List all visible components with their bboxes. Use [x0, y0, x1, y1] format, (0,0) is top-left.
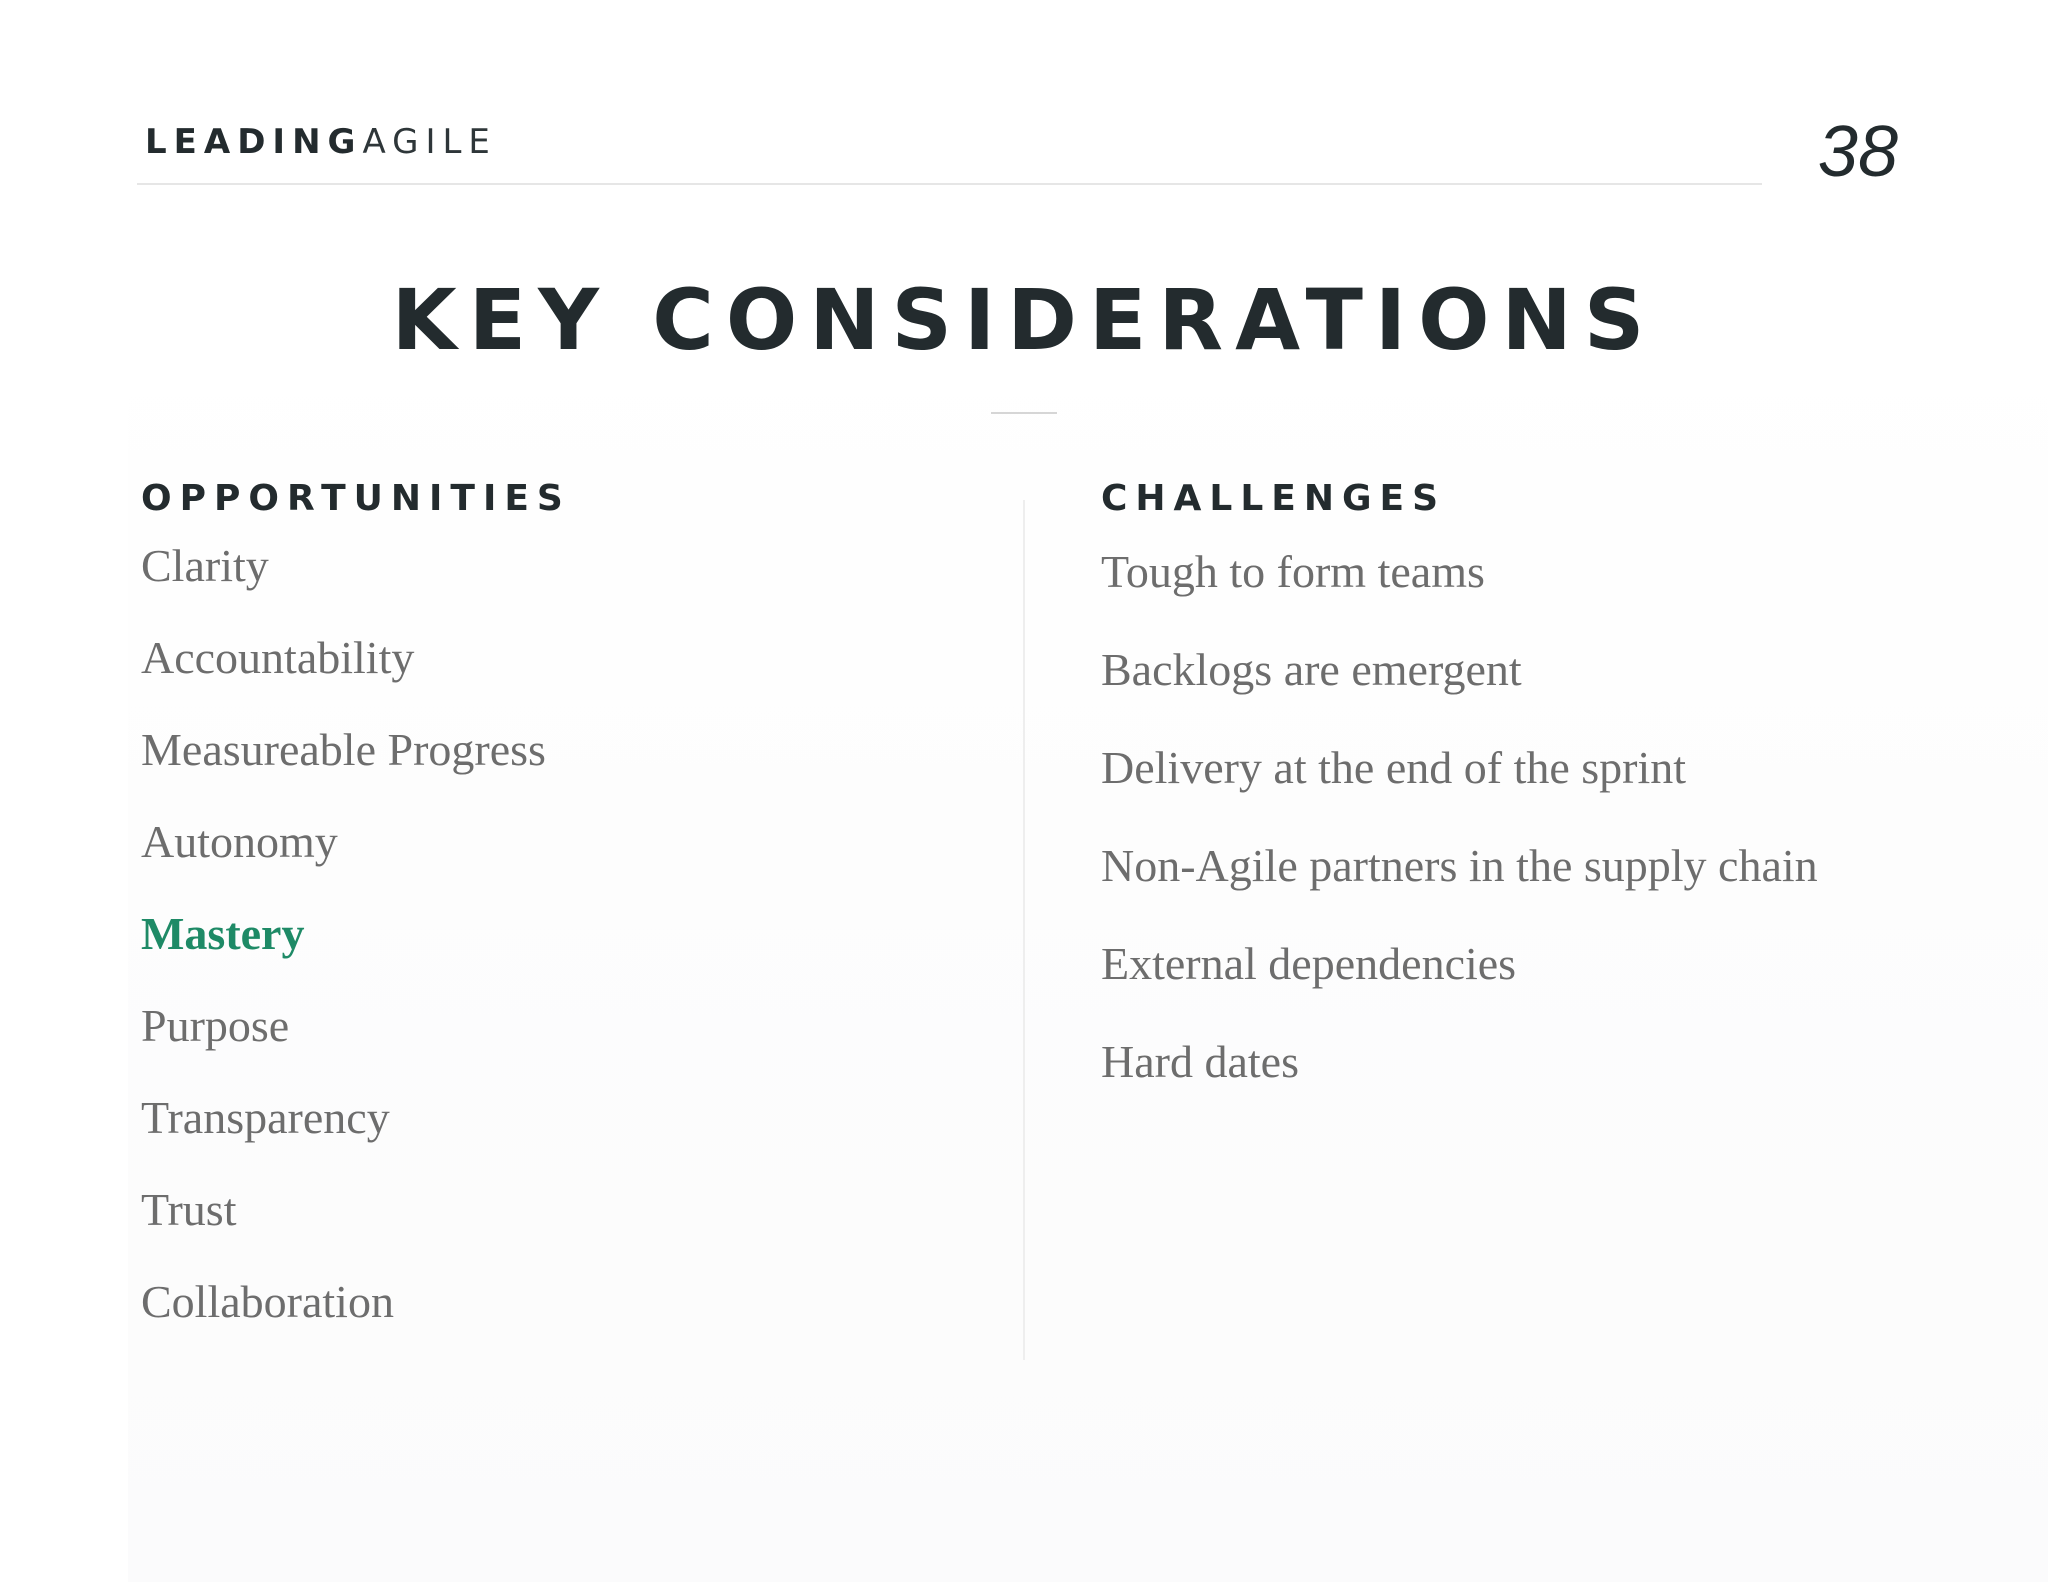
challenges-list [1101, 523, 1818, 1111]
list-item: Clarity [141, 540, 269, 591]
list-item: Hard dates [1101, 1036, 1299, 1087]
slide-title: KEY CONSIDERATIONS [391, 271, 1657, 369]
list-item: Delivery at the end of the sprint [1101, 742, 1687, 793]
opportunities-heading: OPPORTUNITIES [141, 478, 571, 519]
list-item: Autonomy [141, 816, 338, 867]
page-number: 38 [1817, 112, 1898, 192]
leadingagile-logo [145, 118, 497, 166]
list-item: Collaboration [141, 1276, 394, 1327]
logo-bold-text: LEADING [145, 122, 363, 162]
list-item: Trust [141, 1184, 237, 1235]
list-item: Tough to form teams [1101, 546, 1485, 597]
list-item: Accountability [141, 632, 415, 683]
list-item: Non-Agile partners in the supply chain [1101, 840, 1818, 891]
list-item: External dependencies [1101, 938, 1517, 989]
opportunities-list [141, 520, 546, 1348]
list-item: Backlogs are emergent [1101, 644, 1522, 695]
challenges-heading: CHALLENGES [1101, 478, 1447, 519]
logo-light-text: AGILE [362, 122, 497, 162]
title-underline [991, 412, 1057, 414]
list-item: Purpose [141, 1000, 290, 1051]
column-divider [1023, 500, 1025, 1360]
list-item: Transparency [141, 1092, 390, 1143]
header-divider [137, 183, 1762, 185]
list-item-highlighted: Mastery [141, 908, 305, 959]
list-item: Measureable Progress [141, 724, 546, 775]
